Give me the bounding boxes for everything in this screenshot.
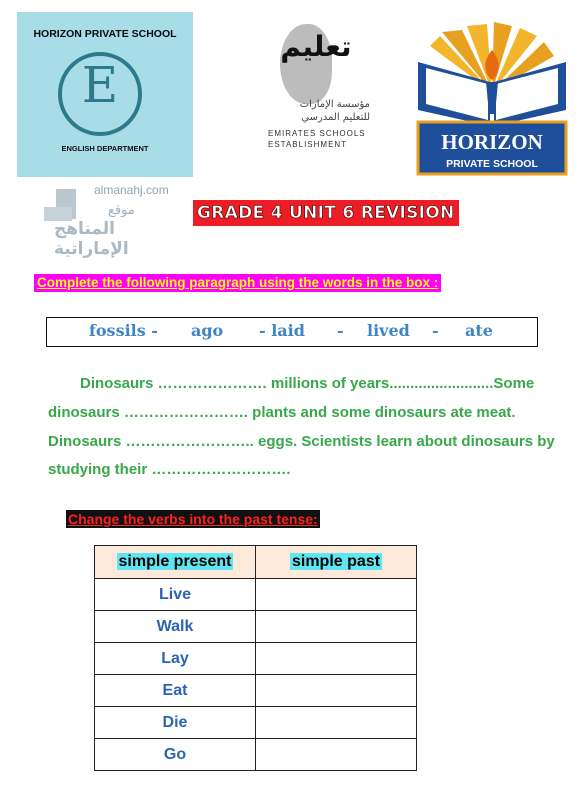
- word-fossils: fossils -: [89, 321, 158, 340]
- word-separator: -: [432, 321, 439, 340]
- header-label: simple past: [291, 553, 381, 570]
- arabic-name-line2: للتعليم المدرسي: [301, 112, 370, 123]
- answer-cell[interactable]: [256, 707, 417, 739]
- header-simple-present: [95, 546, 256, 579]
- logo-letter: E: [81, 56, 119, 114]
- verb-cell: Walk: [95, 611, 256, 643]
- watermark-arabic-line1: موقع: [108, 203, 135, 218]
- answer-cell[interactable]: [256, 675, 417, 707]
- answer-cell[interactable]: [256, 643, 417, 675]
- word-box: [46, 317, 538, 347]
- horizon-tagline: PRIVATE SCHOOL: [446, 158, 538, 170]
- english-name-line1: EMIRATES SCHOOLS: [268, 129, 366, 138]
- page-title: GRADE 4 UNIT 6 REVISION: [193, 200, 459, 226]
- header-simple-past: [256, 546, 417, 579]
- word-ago: ago: [191, 321, 224, 340]
- answer-cell[interactable]: [256, 579, 417, 611]
- answer-cell[interactable]: [256, 739, 417, 771]
- watermark: [36, 183, 186, 259]
- table-row: [95, 579, 417, 611]
- table-header-row: [95, 546, 417, 579]
- department-name: ENGLISH DEPARTMENT: [61, 144, 149, 153]
- verb-cell: Eat: [95, 675, 256, 707]
- verb-cell: Die: [95, 707, 256, 739]
- paragraph-line-2: dinosaurs ……………………. plants and some dinosaurs ate meat.: [48, 404, 516, 421]
- horizon-name: HORIZON: [441, 130, 543, 154]
- table-row: [95, 643, 417, 675]
- answer-cell[interactable]: [256, 611, 417, 643]
- word-separator: -: [337, 321, 344, 340]
- watermark-url: almanahj.com: [94, 183, 169, 197]
- instruction-complete-paragraph: Complete the following paragraph using the words in the box :: [34, 274, 441, 292]
- instruction-past-tense: Change the verbs into the past tense:: [68, 511, 318, 527]
- paragraph-line-1: Dinosaurs …………………. millions of years.........................Some: [80, 375, 535, 392]
- establishment-arabic-mark: تعليم: [280, 30, 352, 63]
- establishment-english-name: [268, 128, 378, 150]
- verb-table: [94, 545, 417, 771]
- table-row: [95, 611, 417, 643]
- establishment-logo: [262, 18, 382, 158]
- verb-cell: Live: [95, 579, 256, 611]
- verb-cell: Lay: [95, 643, 256, 675]
- header-label: simple present: [118, 553, 232, 570]
- paragraph-line-3: Dinosaurs …………………….. eggs. Scientists learn about dinosaurs by: [48, 433, 555, 450]
- paragraph-line-4: studying their ……………………….: [48, 461, 291, 478]
- word-laid: - laid: [259, 321, 305, 340]
- word-lived: lived: [367, 321, 410, 340]
- english-name-line2: ESTABLISHMENT: [268, 140, 348, 149]
- verb-cell: Go: [95, 739, 256, 771]
- school-name: HORIZON PRIVATE SCHOOL: [33, 28, 177, 40]
- watermark-arabic-line2: المناهج الإماراتية: [54, 219, 129, 259]
- table-row: [95, 707, 417, 739]
- arabic-name-line1: مؤسسة الإمارات: [299, 99, 370, 110]
- word-ate: ate: [465, 321, 493, 340]
- table-row: [95, 739, 417, 771]
- school-logo: [17, 12, 193, 177]
- horizon-logo: [412, 22, 572, 182]
- table-row: [95, 675, 417, 707]
- establishment-arabic-name: [262, 98, 370, 124]
